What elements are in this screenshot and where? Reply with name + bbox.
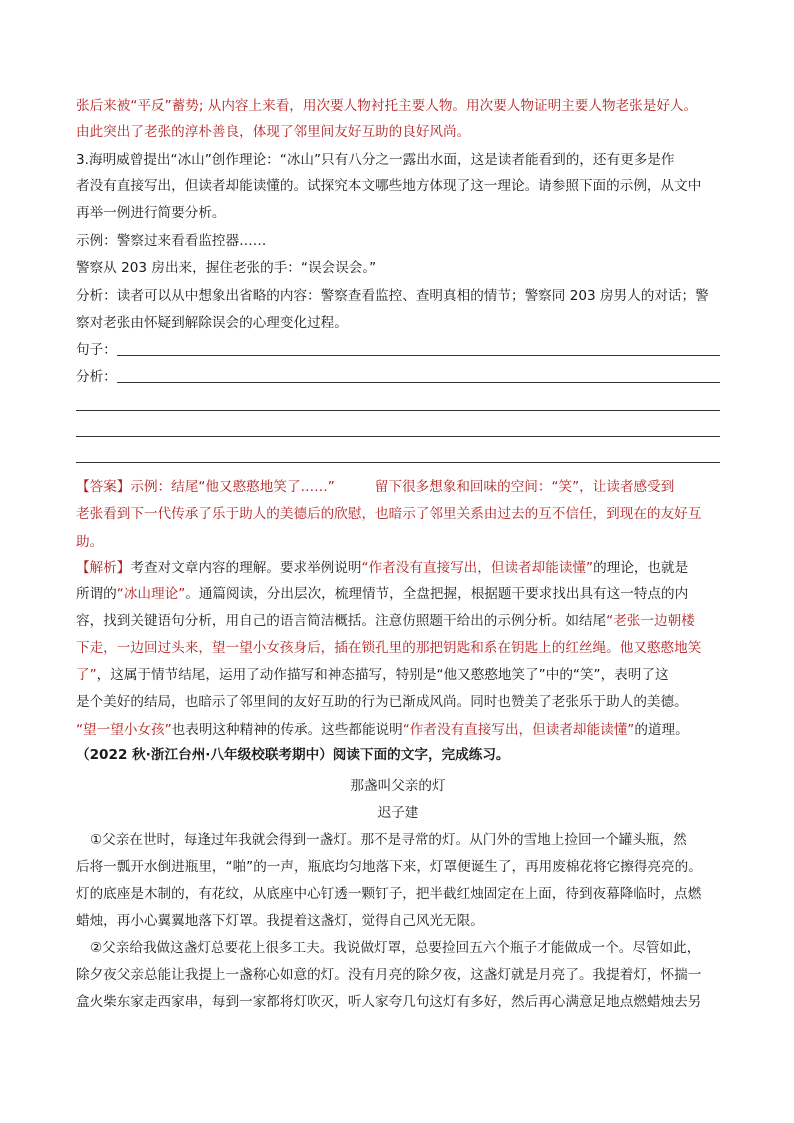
answer-rule: [117, 382, 720, 383]
explanation-tag: 【解析】: [76, 560, 131, 576]
text-span: 也表明这种精神的传承。这些都能说明: [171, 722, 403, 738]
answer-line-2: 老张看到下一代传承了乐于助人的美德后的欣慰，也暗示了邻里关系由过去的互不信任，到现在的友好互: [76, 506, 702, 522]
question-3-line-2: 者没有直接写出，但读者却能读懂的。试探究本文哪些地方体现了这一理论。请参照下面的示例，从文中: [76, 178, 702, 194]
explanation-line-2: [76, 584, 720, 604]
answer-rule[interactable]: [76, 410, 720, 411]
text-span: 所谓的: [76, 586, 117, 602]
prev-answer-line-2: 由此突出了老张的淳朴善良，体现了邻里间友好互助的良好风尚。: [76, 124, 471, 140]
sentence-label: 句子：: [76, 342, 117, 358]
text-span: “望一望小女孩”: [76, 722, 172, 738]
text-span: 蓄势: [171, 98, 199, 114]
reading-source: （2022 秋·浙江台州·八年级校联考期中）阅读下面的文字，完成练习。: [76, 747, 510, 763]
text-span: 考查对文章内容的理解。要求举例说明: [130, 560, 362, 576]
question-3-line-1: 3.海明威曾提出“冰山”创作理论：“冰山”只有八分之一露出水面，这是读者能看到的，还有更多是作: [76, 152, 675, 168]
text-span: 留下很多想象和回味的空间：“笑”，让读者感受到: [374, 479, 675, 495]
prev-answer-line-1: [76, 96, 720, 116]
sentence-answer-field[interactable]: [76, 340, 720, 360]
answer-rule[interactable]: [76, 462, 720, 463]
text-span: 了”: [76, 667, 97, 683]
example-analysis-line-2: 察对老张由怀疑到解除误会的心理变化过程。: [76, 315, 348, 331]
text-span: “平反”: [130, 98, 172, 114]
article-p2-line-1: [76, 938, 720, 958]
explanation-line-7: [76, 720, 720, 740]
example-line-1: 示例：警察过来看看监控器……: [76, 233, 267, 249]
text-span: “冰山理论”: [116, 586, 186, 602]
answer-tag: 【答案】: [76, 479, 131, 495]
answer-rule[interactable]: [76, 436, 720, 437]
text-span: ①父亲在世时，每逢过年我就会得到一盏灯。那不是寻常的灯。从门外的雪地上捡回一个罐头瓶，然: [90, 832, 687, 848]
explanation-line-5: [76, 665, 720, 685]
analysis-label: 分析：: [76, 369, 117, 385]
explanation-line-4: 下走，一边回过头来，望一望小女孩身后，插在锁孔里的那把钥匙和系在钥匙上的红丝绳。他又憨憨地笑: [76, 640, 702, 656]
article-p2-line-3: 盒火柴东家走西家串，每到一家都将灯吹灭，听人家夸几句这灯有多好，然后再心满意足地点燃蜡烛去另: [76, 994, 702, 1010]
text-span: 。通篇阅读，分出层次，梳理情节，全盘把握，根据题干要求找出具有这一特点的内: [185, 586, 689, 602]
text-span: 示例：结尾“他又憨憨地笑了……”: [130, 479, 335, 495]
text-span: “老张一边朝楼: [606, 613, 695, 629]
article-p2-line-2: 除夕夜父亲总能让我提上一盏称心如意的灯。没有月亮的除夕夜，这盏灯就是月亮了。我提着灯，怀揣一: [76, 967, 702, 983]
example-line-2: 警察从 203 房出来，握住老张的手：“误会误会。”: [76, 260, 377, 276]
text-span: 的理论，也就是: [593, 560, 689, 576]
text-span: 容，找到关键语句分析，用自己的语言简洁概括。注意仿照题干给出的示例分析。如结尾: [76, 613, 607, 629]
answer-line-3: 助。: [76, 534, 104, 550]
text-span: 张后来被: [76, 98, 131, 114]
text-span: ，这属于情节结尾，运用了动作描写和神态描写，特别是“他又憨憨地笑了”中的“笑”，表明了这: [96, 667, 669, 683]
question-3-line-3: 再举一例进行简要分析。: [76, 205, 226, 221]
explanation-line-6: 是个美好的结局，也暗示了邻里间的友好互助的行为已渐成风尚。同时也赞美了老张乐于助人的美德。: [76, 694, 688, 710]
text-span: “作者没有直接写出，但读者却能读懂”: [402, 722, 635, 738]
article-p1-line-3: 灯的底座是木制的，有花纹，从底座中心钉透一颗钉子，把半截红烛固定在上面，待到夜幕降临时，点燃: [76, 886, 702, 902]
article-p1-line-1: [76, 830, 720, 850]
explanation-line-3: [76, 611, 720, 631]
text-span: 的道理。: [634, 722, 689, 738]
text-span: ; 从内容上来看，用次要人物衬托主要人物。用次要人物证明主要人物老张是好人。: [198, 98, 698, 114]
article-title: 那盏叫父亲的灯: [350, 778, 446, 794]
article-p1-line-4: 蜡烛，再小心翼翼地落下灯罩。我提着这盏灯，觉得自己风光无限。: [76, 913, 484, 929]
text-span: ②父亲给我做这盏灯总要花上很多工夫。我说做灯罩，总要捡回五六个瓶子才能做成一个。尽管如此，: [90, 940, 701, 956]
answer-rule: [117, 355, 720, 356]
answer-line-1: [76, 477, 720, 497]
analysis-answer-field[interactable]: [76, 367, 720, 387]
example-analysis-line-1: 分析：读者可以从中想象出省略的内容：警察查看监控、查明真相的情节；警察同 203 房男人的对话；警: [76, 288, 709, 304]
explanation-line-1: [76, 558, 720, 578]
text-span: “作者没有直接写出，但读者却能读懂”: [361, 560, 594, 576]
article-author: 迟子建: [377, 805, 419, 821]
article-p1-line-2: 后将一瓢开水倒进瓶里，“啪”的一声，瓶底均匀地落下来，灯罩便诞生了，再用废棉花将它擦得亮亮的。: [76, 859, 702, 875]
